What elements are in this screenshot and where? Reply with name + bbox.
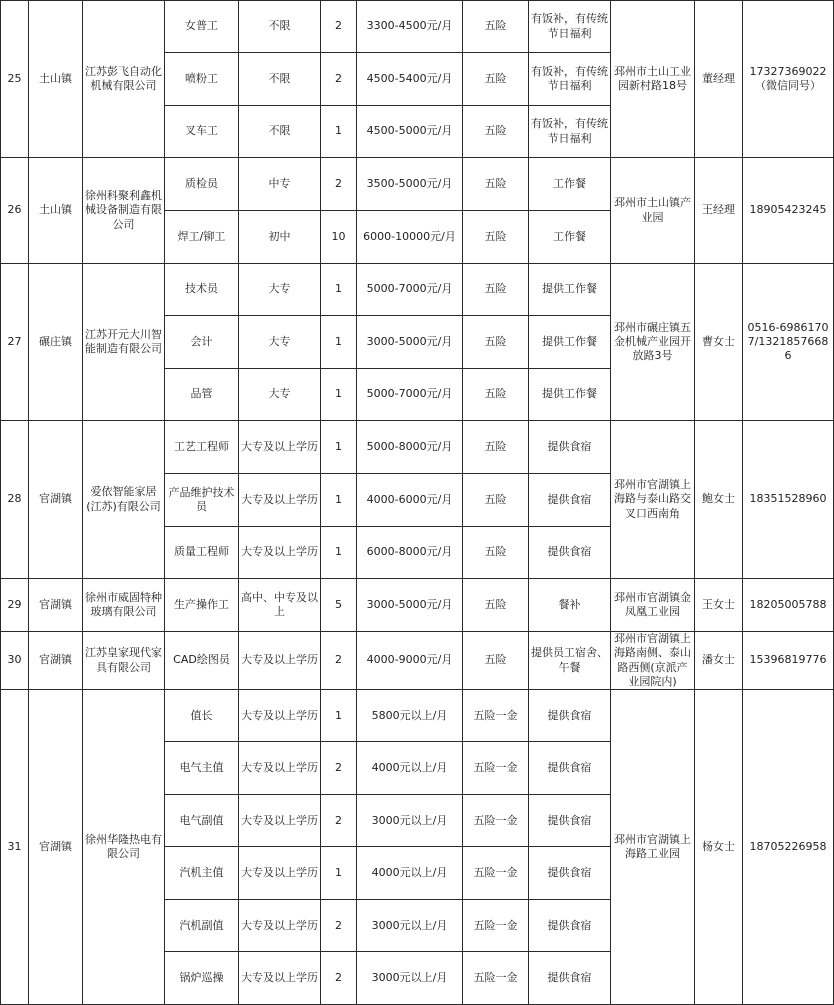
benefits-cell: 提供食宿 — [529, 690, 611, 742]
contact-person-cell: 董经理 — [695, 1, 743, 158]
job-title-cell: 质检员 — [165, 158, 239, 211]
company-cell: 江苏彭飞自动化机械有限公司 — [83, 1, 165, 158]
job-title-cell: 生产操作工 — [165, 579, 239, 632]
salary-cell: 4000元以上/月 — [357, 847, 463, 900]
table-row — [1, 264, 834, 316]
town-cell: 碾庄镇 — [29, 264, 83, 421]
education-cell: 不限 — [239, 53, 321, 106]
address-cell: 邳州市官湖镇金凤凰工业园 — [611, 579, 695, 632]
benefits-cell: 提供食宿 — [529, 952, 611, 1005]
education-cell: 大专及以上学历 — [239, 847, 321, 900]
salary-cell: 3000元以上/月 — [357, 795, 463, 847]
job-title-cell: CAD绘图员 — [165, 632, 239, 690]
row-number-cell: 28 — [1, 421, 29, 579]
row-number-cell: 26 — [1, 158, 29, 264]
headcount-cell: 2 — [321, 795, 357, 847]
insurance-cell: 五险一金 — [463, 690, 529, 742]
education-cell: 高中、中专及以上 — [239, 579, 321, 632]
insurance-cell: 五险 — [463, 369, 529, 421]
headcount-cell: 1 — [321, 474, 357, 527]
table-row — [1, 579, 834, 632]
contact-person-cell: 杨女士 — [695, 690, 743, 1005]
job-title-cell: 喷粉工 — [165, 53, 239, 106]
salary-cell: 3500-5000元/月 — [357, 158, 463, 211]
address-cell: 邳州市碾庄镇五金机械产业园开放路3号 — [611, 264, 695, 421]
salary-cell: 4500-5400元/月 — [357, 53, 463, 106]
company-cell: 江苏开元大川智能制造有限公司 — [83, 264, 165, 421]
insurance-cell: 五险一金 — [463, 795, 529, 847]
phone-cell: 17327369022（微信同号） — [743, 1, 834, 158]
contact-person-cell: 王经理 — [695, 158, 743, 264]
phone-cell: 18905423245 — [743, 158, 834, 264]
job-title-cell: 汽机副值 — [165, 900, 239, 952]
education-cell: 大专及以上学历 — [239, 474, 321, 527]
benefits-cell: 工作餐 — [529, 211, 611, 264]
benefits-cell: 餐补 — [529, 579, 611, 632]
education-cell: 大专及以上学历 — [239, 421, 321, 474]
town-cell: 官湖镇 — [29, 690, 83, 1005]
contact-person-cell: 鲍女士 — [695, 421, 743, 579]
headcount-cell: 1 — [321, 369, 357, 421]
education-cell: 中专 — [239, 158, 321, 211]
salary-cell: 3000元以上/月 — [357, 952, 463, 1005]
table-row — [1, 1, 834, 53]
salary-cell: 4000元以上/月 — [357, 742, 463, 795]
job-title-cell: 焊工/铆工 — [165, 211, 239, 264]
job-title-cell: 品管 — [165, 369, 239, 421]
education-cell: 大专 — [239, 369, 321, 421]
headcount-cell: 2 — [321, 900, 357, 952]
headcount-cell: 1 — [321, 690, 357, 742]
job-title-cell: 叉车工 — [165, 106, 239, 158]
benefits-cell: 提供食宿 — [529, 527, 611, 579]
table-row — [1, 421, 834, 474]
insurance-cell: 五险 — [463, 106, 529, 158]
table-row — [1, 158, 834, 211]
insurance-cell: 五险 — [463, 474, 529, 527]
headcount-cell: 2 — [321, 952, 357, 1005]
town-cell: 官湖镇 — [29, 579, 83, 632]
education-cell: 大专及以上学历 — [239, 952, 321, 1005]
education-cell: 大专及以上学历 — [239, 900, 321, 952]
headcount-cell: 2 — [321, 1, 357, 53]
company-cell: 爱依智能家居(江苏)有限公司 — [83, 421, 165, 579]
job-title-cell: 电气副值 — [165, 795, 239, 847]
insurance-cell: 五险一金 — [463, 900, 529, 952]
job-title-cell: 锅炉巡操 — [165, 952, 239, 1005]
address-cell: 邳州市官湖镇上海路工业园 — [611, 690, 695, 1005]
insurance-cell: 五险 — [463, 1, 529, 53]
salary-cell: 3000-5000元/月 — [357, 579, 463, 632]
benefits-cell: 提供食宿 — [529, 421, 611, 474]
address-cell: 邳州市官湖镇上海路与泰山路交叉口西南角 — [611, 421, 695, 579]
education-cell: 不限 — [239, 1, 321, 53]
headcount-cell: 2 — [321, 53, 357, 106]
education-cell: 大专及以上学历 — [239, 690, 321, 742]
benefits-cell: 提供食宿 — [529, 847, 611, 900]
education-cell: 大专及以上学历 — [239, 632, 321, 690]
benefits-cell: 有饭补，有传统节日福利 — [529, 1, 611, 53]
education-cell: 初中 — [239, 211, 321, 264]
salary-cell: 3300-4500元/月 — [357, 1, 463, 53]
job-title-cell: 会计 — [165, 316, 239, 369]
table-row — [1, 690, 834, 742]
address-cell: 邳州市土山工业园新村路18号 — [611, 1, 695, 158]
benefits-cell: 提供食宿 — [529, 742, 611, 795]
salary-cell: 3000元以上/月 — [357, 900, 463, 952]
insurance-cell: 五险 — [463, 158, 529, 211]
table-row — [1, 632, 834, 690]
insurance-cell: 五险 — [463, 264, 529, 316]
insurance-cell: 五险 — [463, 53, 529, 106]
salary-cell: 4000-9000元/月 — [357, 632, 463, 690]
salary-cell: 5000-7000元/月 — [357, 369, 463, 421]
education-cell: 大专及以上学历 — [239, 527, 321, 579]
town-cell: 官湖镇 — [29, 632, 83, 690]
company-cell: 江苏皇家现代家具有限公司 — [83, 632, 165, 690]
phone-cell: 15396819776 — [743, 632, 834, 690]
benefits-cell: 提供工作餐 — [529, 316, 611, 369]
benefits-cell: 提供工作餐 — [529, 264, 611, 316]
headcount-cell: 1 — [321, 106, 357, 158]
insurance-cell: 五险一金 — [463, 847, 529, 900]
salary-cell: 5800元以上/月 — [357, 690, 463, 742]
insurance-cell: 五险 — [463, 211, 529, 264]
headcount-cell: 1 — [321, 847, 357, 900]
education-cell: 大专及以上学历 — [239, 795, 321, 847]
salary-cell: 6000-10000元/月 — [357, 211, 463, 264]
salary-cell: 5000-7000元/月 — [357, 264, 463, 316]
insurance-cell: 五险 — [463, 579, 529, 632]
salary-cell: 3000-5000元/月 — [357, 316, 463, 369]
job-title-cell: 值长 — [165, 690, 239, 742]
education-cell: 不限 — [239, 106, 321, 158]
headcount-cell: 1 — [321, 316, 357, 369]
company-cell: 徐州市威固特种玻璃有限公司 — [83, 579, 165, 632]
job-title-cell: 汽机主值 — [165, 847, 239, 900]
headcount-cell: 2 — [321, 158, 357, 211]
salary-cell: 6000-8000元/月 — [357, 527, 463, 579]
education-cell: 大专 — [239, 264, 321, 316]
contact-person-cell: 王女士 — [695, 579, 743, 632]
headcount-cell: 1 — [321, 421, 357, 474]
benefits-cell: 工作餐 — [529, 158, 611, 211]
address-cell: 邳州市土山镇产业园 — [611, 158, 695, 264]
benefits-cell: 有饭补，有传统节日福利 — [529, 53, 611, 106]
contact-person-cell: 潘女士 — [695, 632, 743, 690]
row-number-cell: 31 — [1, 690, 29, 1005]
headcount-cell: 5 — [321, 579, 357, 632]
benefits-cell: 提供工作餐 — [529, 369, 611, 421]
town-cell: 官湖镇 — [29, 421, 83, 579]
salary-cell: 4000-6000元/月 — [357, 474, 463, 527]
town-cell: 土山镇 — [29, 1, 83, 158]
job-title-cell: 女普工 — [165, 1, 239, 53]
benefits-cell: 有饭补，有传统节日福利 — [529, 106, 611, 158]
phone-cell: 18351528960 — [743, 421, 834, 579]
phone-cell: 18705226958 — [743, 690, 834, 1005]
insurance-cell: 五险 — [463, 421, 529, 474]
contact-person-cell: 曹女士 — [695, 264, 743, 421]
row-number-cell: 27 — [1, 264, 29, 421]
town-cell: 土山镇 — [29, 158, 83, 264]
insurance-cell: 五险 — [463, 632, 529, 690]
job-title-cell: 电气主值 — [165, 742, 239, 795]
insurance-cell: 五险一金 — [463, 952, 529, 1005]
job-title-cell: 技术员 — [165, 264, 239, 316]
benefits-cell: 提供食宿 — [529, 474, 611, 527]
insurance-cell: 五险 — [463, 527, 529, 579]
benefits-cell: 提供员工宿舍、午餐 — [529, 632, 611, 690]
row-number-cell: 29 — [1, 579, 29, 632]
company-cell: 徐州华隆热电有限公司 — [83, 690, 165, 1005]
row-number-cell: 25 — [1, 1, 29, 158]
benefits-cell: 提供食宿 — [529, 900, 611, 952]
insurance-cell: 五险一金 — [463, 742, 529, 795]
company-cell: 徐州科聚利鑫机械设备制造有限公司 — [83, 158, 165, 264]
salary-cell: 5000-8000元/月 — [357, 421, 463, 474]
headcount-cell: 2 — [321, 742, 357, 795]
headcount-cell: 10 — [321, 211, 357, 264]
job-title-cell: 工艺工程师 — [165, 421, 239, 474]
job-title-cell: 质量工程师 — [165, 527, 239, 579]
benefits-cell: 提供食宿 — [529, 795, 611, 847]
headcount-cell: 1 — [321, 264, 357, 316]
education-cell: 大专 — [239, 316, 321, 369]
salary-cell: 4500-5000元/月 — [357, 106, 463, 158]
phone-cell: 0516-69861707/13218576686 — [743, 264, 834, 421]
headcount-cell: 1 — [321, 527, 357, 579]
education-cell: 大专及以上学历 — [239, 742, 321, 795]
address-cell: 邳州市官湖镇上海路南侧、泰山路西侧(京派产业园院内) — [611, 632, 695, 690]
headcount-cell: 2 — [321, 632, 357, 690]
phone-cell: 18205005788 — [743, 579, 834, 632]
job-title-cell: 产品维护技术员 — [165, 474, 239, 527]
insurance-cell: 五险 — [463, 316, 529, 369]
row-number-cell: 30 — [1, 632, 29, 690]
